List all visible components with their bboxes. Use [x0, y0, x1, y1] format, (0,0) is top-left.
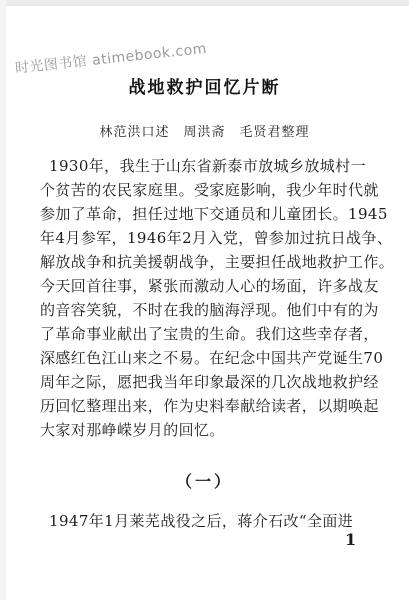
byline: 林范洪口述 周洪斋 毛贤君整理	[99, 125, 310, 140]
text-line: 大家对那峥嵘岁月的回忆。	[40, 421, 225, 439]
text-line: 历回忆整理出来，作为史料奉献给读者，以期唤起	[40, 397, 379, 415]
text-line: 的音容笑貌，不时在我的脑海浮现。他们中有的为	[40, 301, 379, 319]
text-line: 1930年，我生于山东省新泰市放城乡放城村一	[49, 157, 366, 175]
text-line: 参加了革命，担任过地下交通员和儿童团长。1945	[40, 205, 388, 223]
text-line: 今天回首往事，紧张而激动人心的场面，许多战友	[40, 277, 379, 295]
page-title: 战地救护回忆片断	[128, 78, 281, 98]
text-line: 周年之际，愿把我当年印象最深的几次战地救护经	[40, 373, 379, 391]
text-line: 个贫苦的农民家庭里。受家庭影响，我少年时代就	[40, 181, 379, 199]
text-line: 1947年1月莱芜战役之后，蒋介石改“全面进	[49, 512, 354, 530]
text-line: 了革命事业献出了宝贵的生命。我们这些幸存者，	[40, 325, 379, 343]
page-top-edge	[0, 0, 409, 6]
text-line: 年4月参军，1946年2月入党，曾参加过抗日战争、	[40, 229, 393, 247]
text-line: 解放战争和抗美援朝战争，主要担任战地救护工作。	[40, 253, 395, 271]
section-heading: （一）	[175, 472, 233, 491]
page-number: 1	[345, 530, 357, 549]
text-line: 深感红色江山来之不易。在纪念中国共产党诞生70	[40, 349, 384, 367]
watermark: 时光图书馆 atimebook.com	[14, 40, 208, 77]
